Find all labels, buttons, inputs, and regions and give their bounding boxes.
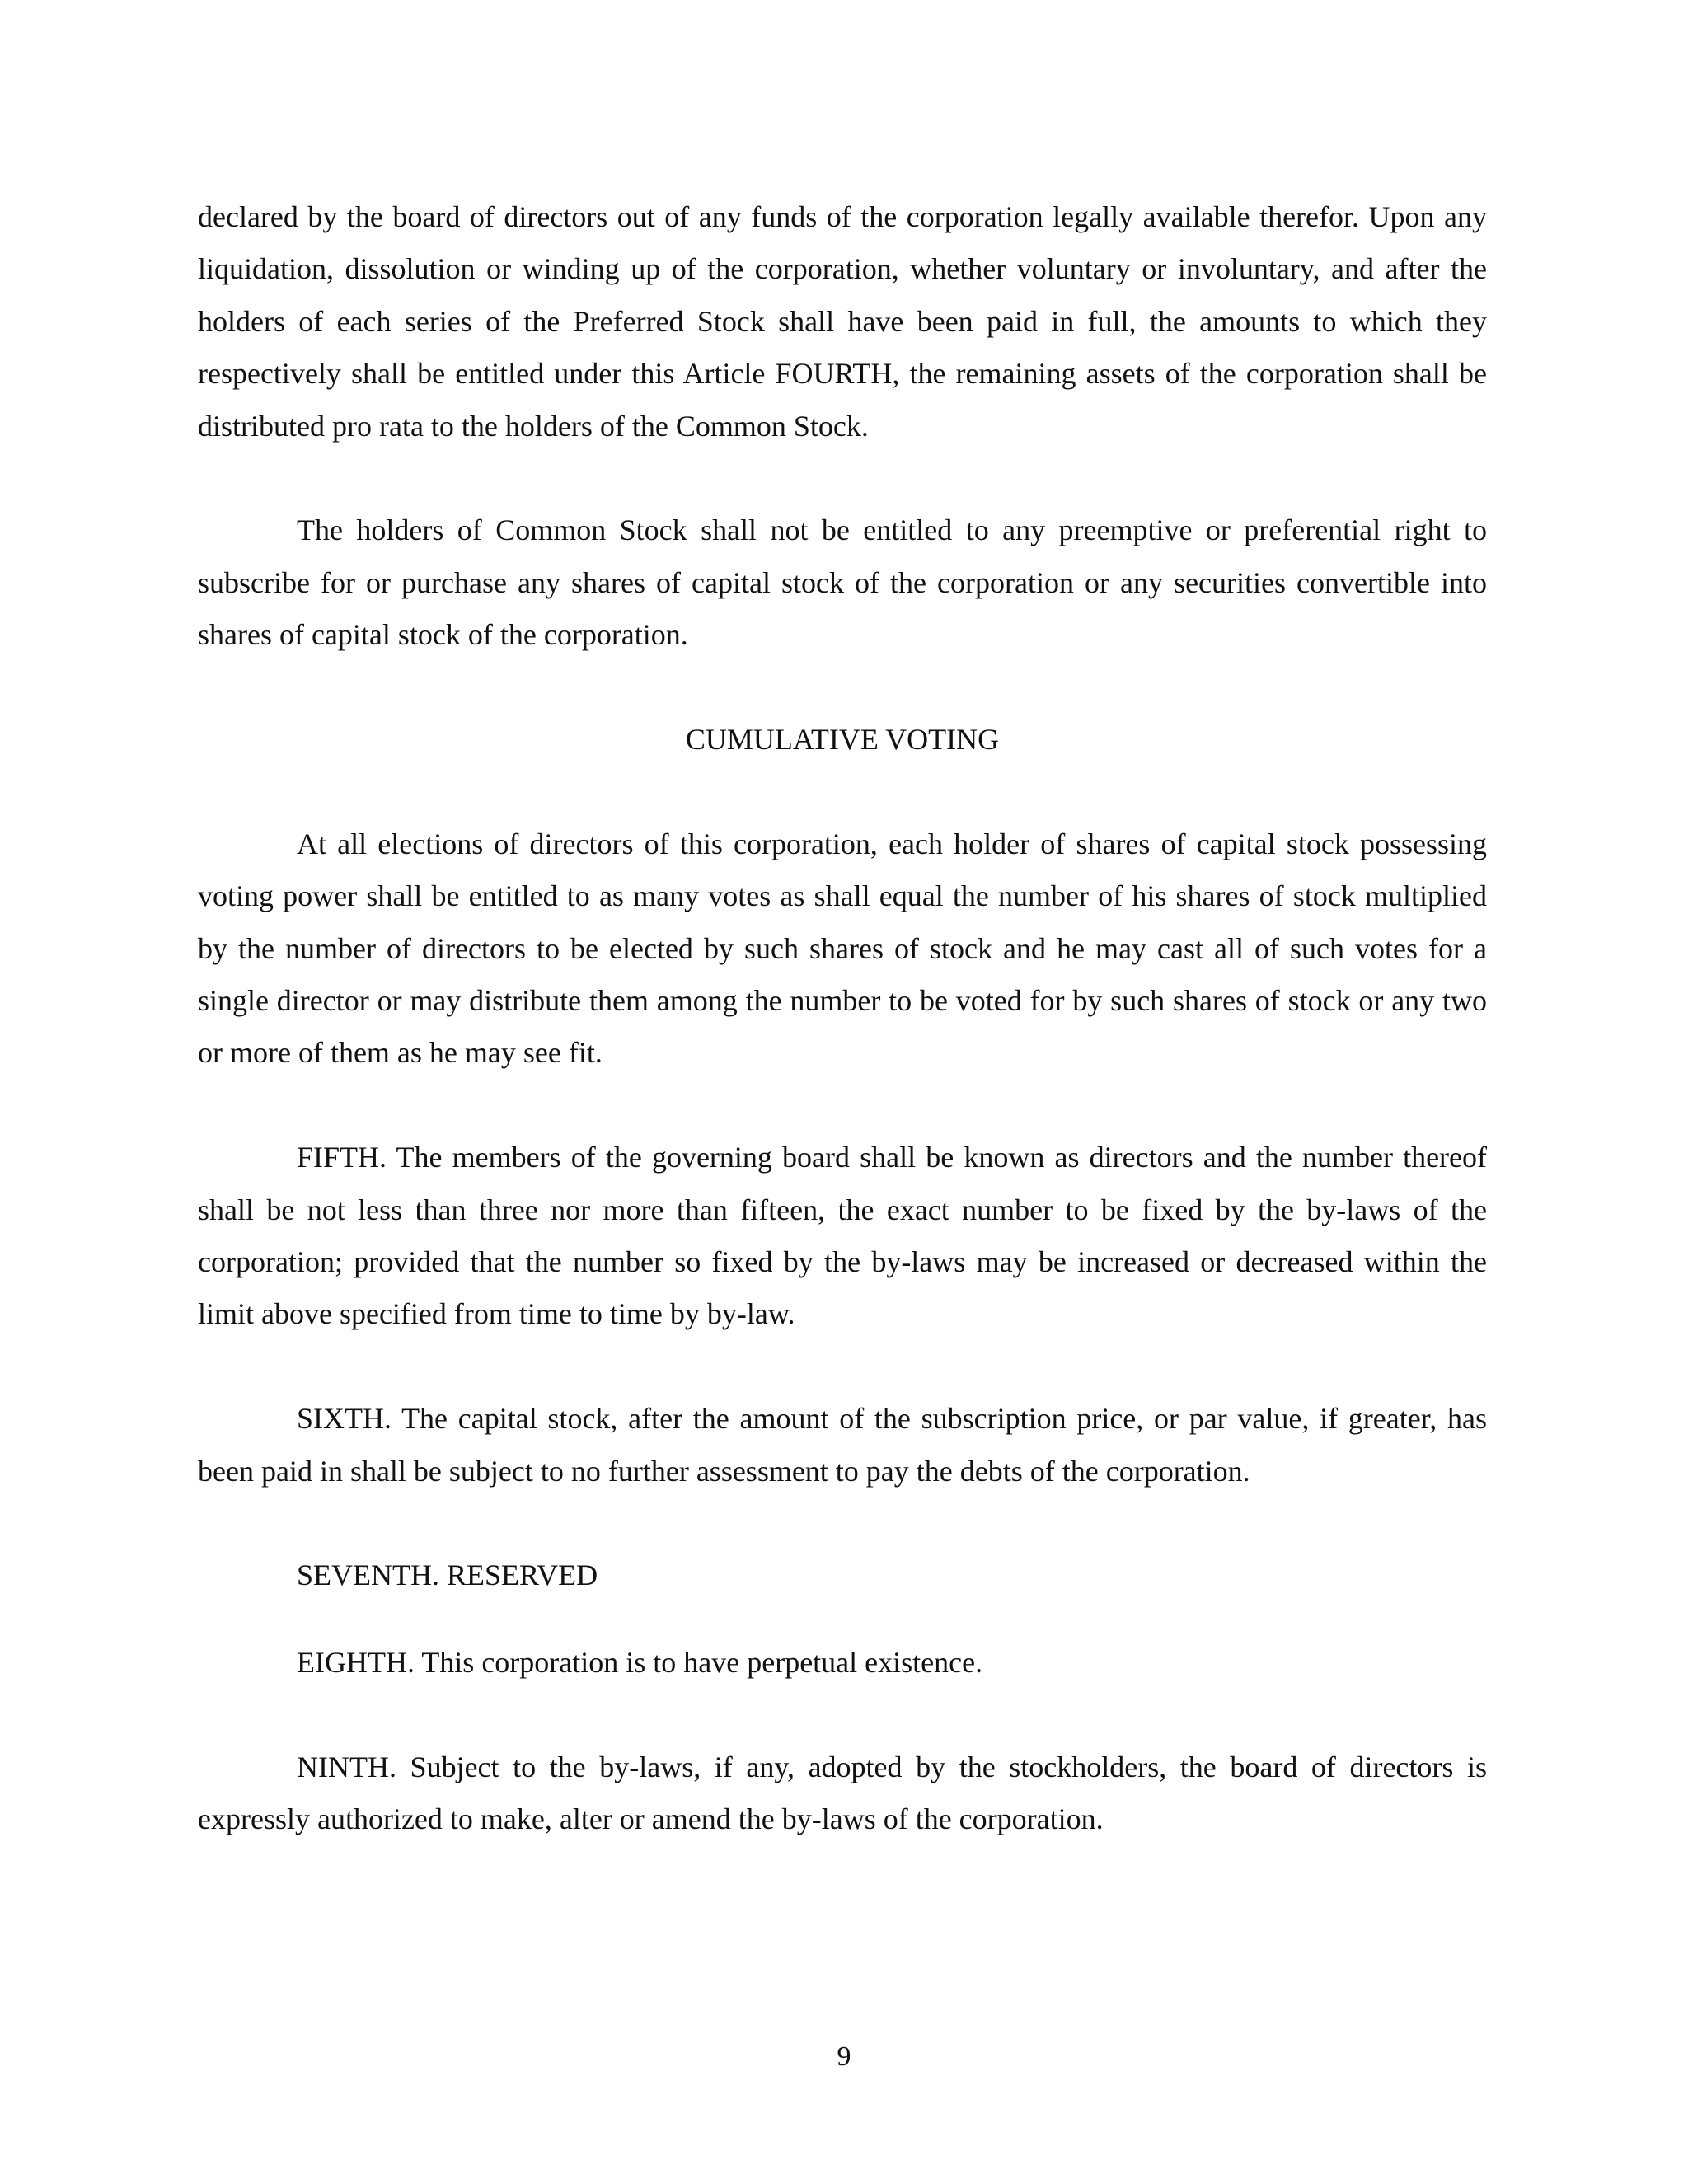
article-eighth: EIGHTH. This corporation is to have perpetual existence. xyxy=(297,1645,983,1679)
section-heading-cumulative-voting: CUMULATIVE VOTING xyxy=(685,723,1000,757)
document-body xyxy=(198,191,1487,1845)
article-sixth: SIXTH. The capital stock, after the amount of the subscription price, or par value, if greater, has been paid in shall be subject to no further assessment to pay the debts of the corporation. xyxy=(198,1402,1487,1488)
page-number: 9 xyxy=(837,2041,851,2072)
paragraph-cumulative-voting: At all elections of directors of this corporation, each holder of shares of capital stock possessing voting power shall be entitled to as many votes as shall equal the number of his shares of stock multiplied by the number of directors to be elected by such shares of stock and he may cast all of such votes for a single director or may distribute them among the number to be voted for by such shares of stock or any two or more of them as he may see fit. xyxy=(198,827,1487,1070)
article-ninth: NINTH. Subject to the by-laws, if any, adopted by the stockholders, the board of directors is expressly authorized to make, alter or amend the by-laws of the corporation. xyxy=(198,1750,1487,1836)
article-fifth: FIFTH. The members of the governing board shall be known as directors and the number thereof shall be not less than three nor more than fifteen, the exact number to be fixed by the by-laws of the corporation; provided that the number so fixed by the by-laws may be increased or decreased within the limit above specified from time to time by by-law. xyxy=(198,1141,1487,1331)
paragraph-dividends-liquidation: declared by the board of directors out of any funds of the corporation legally available therefor. Upon any liquidation, dissolution or winding up of the corporation, whether voluntary or involuntary, and after the holders of each series of the Preferred Stock shall have been paid in full, the amounts to which they respectively shall be entitled under this Article FOURTH, the remaining assets of the corporation shall be distributed pro rata to the holders of the Common Stock. xyxy=(198,200,1487,443)
paragraph-preemptive-rights: The holders of Common Stock shall not be entitled to any preemptive or preferential right to subscribe for or purchase any shares of capital stock of the corporation or any securities convertible into shares of capital stock of the corporation. xyxy=(198,513,1487,652)
article-seventh: SEVENTH. RESERVED xyxy=(297,1558,598,1592)
